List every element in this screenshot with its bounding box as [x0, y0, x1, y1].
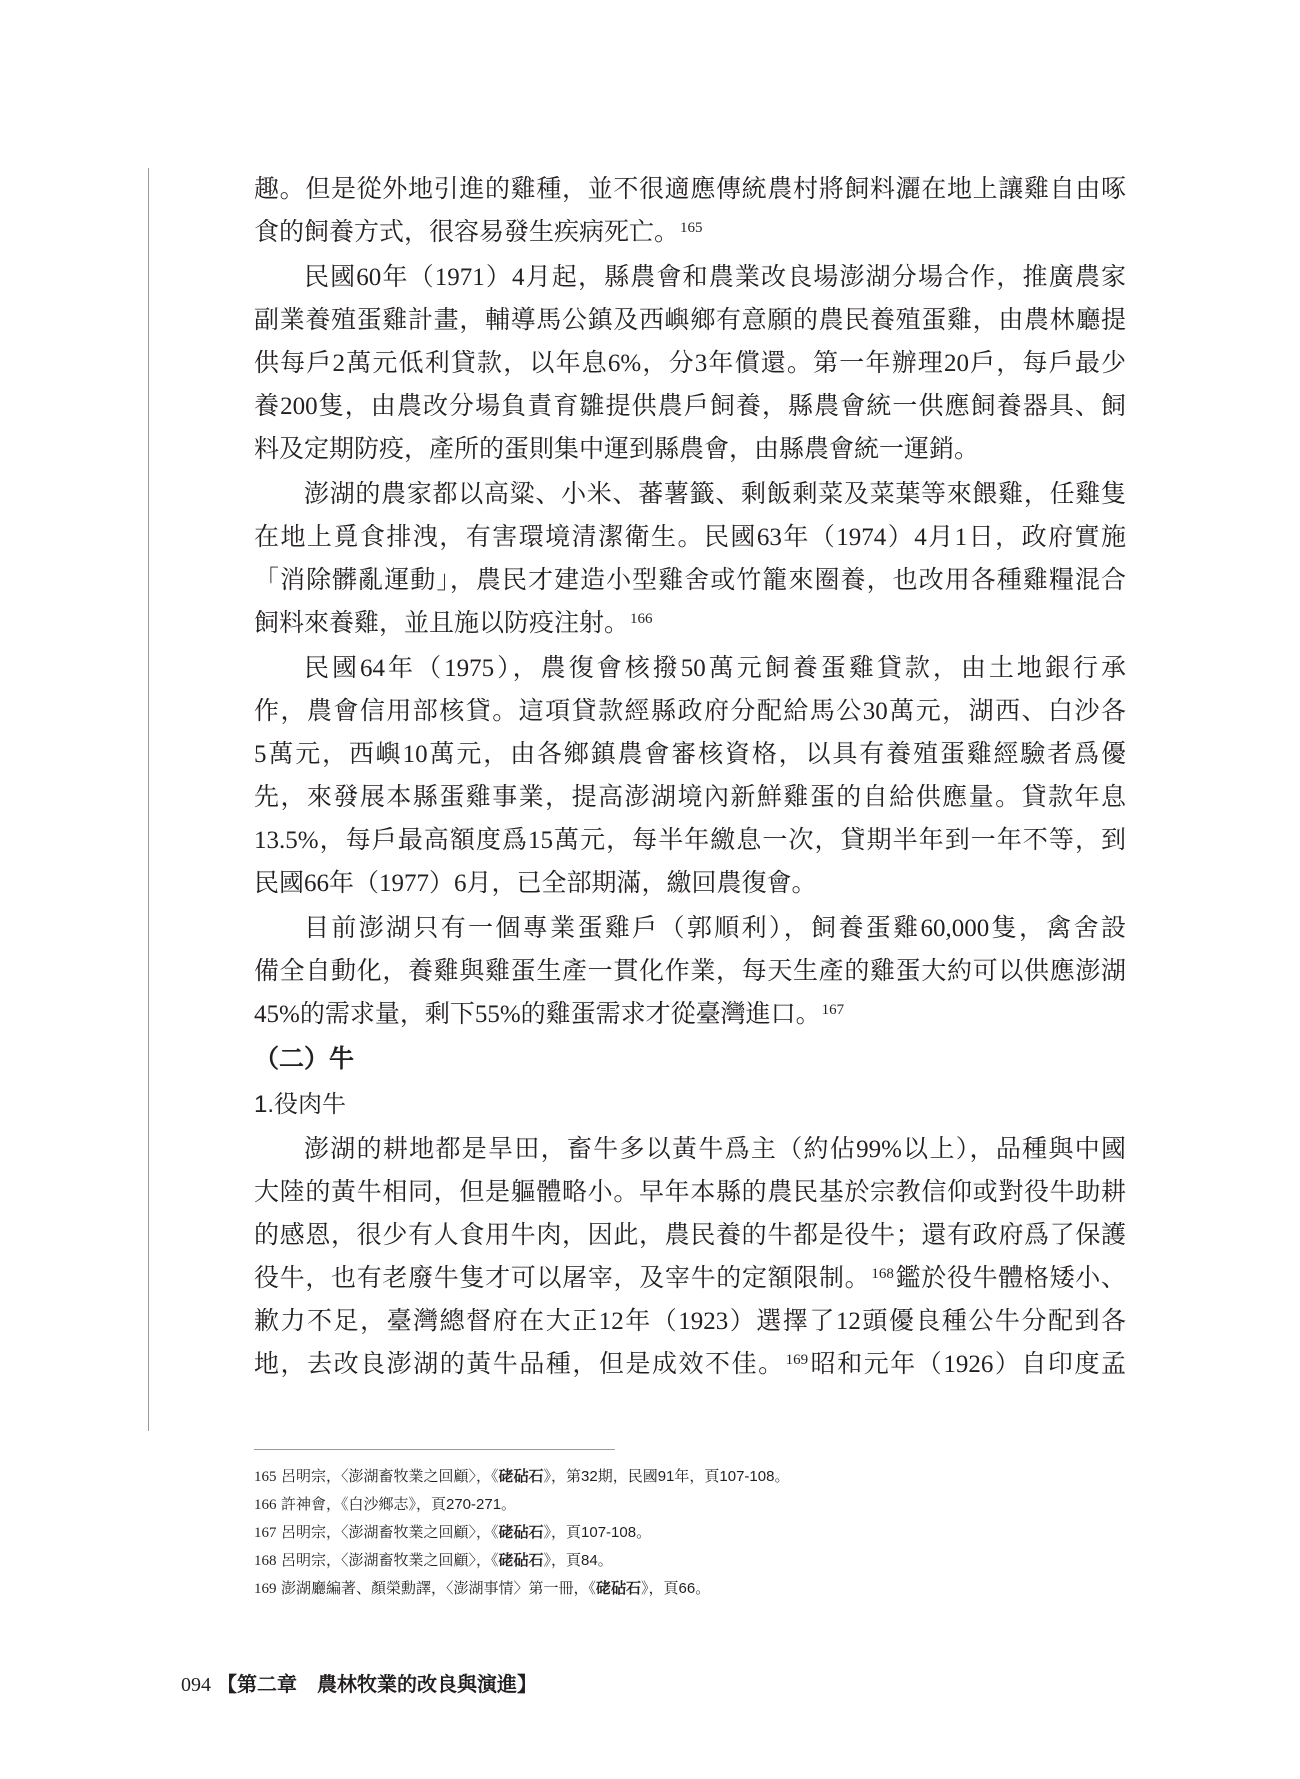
text-line: 在地上覓食排洩，有害環境清潔衛生。民國63年（1974）4月1日，政府實施 [254, 524, 1126, 551]
line-text: 昭和元年（1926）自印度孟 [809, 1351, 1126, 1378]
footnote-item [254, 1547, 1154, 1575]
text-line: 歉力不足，臺灣總督府在大正12年（1923）選擇了12頭優良種公牛分配到各 [254, 1308, 1126, 1335]
footnote-item [254, 1491, 1154, 1519]
footnote-reference: 166 [630, 610, 653, 627]
footnote-reference: 167 [821, 1001, 845, 1018]
footnote-text: 許神會，《白沙鄉志》，頁270-271。 [281, 1496, 517, 1513]
text-line [254, 1343, 1126, 1386]
footnote-text: 呂明宗，〈澎湖畜牧業之回顧〉，《硓砧石》，頁84。 [281, 1552, 613, 1569]
text-line: 民國60年（1971）4月起，縣農會和農業改良場澎湖分場合作，推廣農家 [304, 264, 1126, 291]
footnote-reference: 169 [785, 1351, 809, 1368]
paragraph [254, 473, 1126, 645]
page-number: 094 [181, 1674, 211, 1696]
text-line: 民國66年（1977）6月，已全部期滿，繳回農復會。 [254, 870, 817, 897]
footnote-text: 澎湖廳編著、顏榮勳譯，〈澎湖事情〉第一冊，《硓砧石》，頁66。 [281, 1580, 711, 1597]
paragraph [254, 907, 1126, 1036]
footnote-text: 呂明宗，〈澎湖畜牧業之回顧〉，《硓砧石》，第32期，民國91年，頁107-108。 [281, 1468, 790, 1485]
chapter-title: 【第二章 農林牧業的改良與演進】 [217, 1674, 537, 1696]
paragraph [254, 168, 1126, 254]
footnote-divider [254, 1449, 615, 1450]
text-line: 民國64年（1975），農復會核撥50萬元飼養蛋雞貸款，由土地銀行承 [304, 655, 1126, 682]
text-line: 供每戶2萬元低利貸款，以年息6%，分3年償還。第一年辦理20戶，每戶最少 [254, 350, 1126, 377]
line-text: 食的飼養方式，很容易發生疾病死亡。 [254, 219, 680, 246]
footnote-reference: 165 [680, 219, 703, 236]
text-line: 大陸的黃牛相同，但是軀體略小。早年本縣的農民基於宗教信仰或對役牛助耕 [254, 1179, 1126, 1206]
journal-title: 硓砧石 [498, 1468, 544, 1485]
line-text: 役牛，也有老廢牛隻才可以屠宰，及宰牛的定額限制。 [254, 1265, 871, 1292]
text-line: 先，來發展本縣蛋雞事業，提高澎湖境內新鮮雞蛋的自給供應量。貸款年息 [254, 784, 1126, 811]
line-text: 地，去改良澎湖的黃牛品種，但是成效不佳。 [254, 1351, 785, 1378]
section-heading-block [254, 1038, 1126, 1081]
footnote-item [254, 1575, 1154, 1603]
text-line [254, 993, 1126, 1036]
page-footer [181, 1672, 537, 1698]
journal-title: 硓砧石 [498, 1524, 544, 1541]
subsection-heading: 1.役肉牛 [254, 1091, 347, 1118]
margin-rule [148, 168, 149, 1431]
footnote-item [254, 1519, 1154, 1547]
footnote-number: 166 [254, 1497, 277, 1513]
footnote-number: 169 [254, 1581, 277, 1597]
paragraph [254, 647, 1126, 905]
text-line [254, 211, 1126, 254]
footnotes [254, 1463, 1154, 1603]
line-text: 鑑於役牛體格矮小、 [894, 1265, 1126, 1292]
text-line [254, 602, 1126, 645]
paragraph [254, 256, 1126, 471]
footnote-number: 168 [254, 1553, 277, 1569]
text-line: 澎湖的農家都以高粱、小米、蕃薯籤、剩飯剩菜及菜葉等來餵雞，任雞隻 [304, 481, 1126, 508]
journal-title: 硓砧石 [596, 1580, 642, 1597]
footnote-text: 呂明宗，〈澎湖畜牧業之回顧〉，《硓砧石》，頁107-108。 [281, 1524, 652, 1541]
text-line: 趣。但是從外地引進的雞種，並不很適應傳統農村將飼料灑在地上讓雞自由啄 [254, 176, 1126, 203]
text-line: 的感恩，很少有人食用牛肉，因此，農民養的牛都是役牛；還有政府爲了保護 [254, 1222, 1126, 1249]
line-text: 45%的需求量，剩下55%的雞蛋需求才從臺灣進口。 [254, 1001, 821, 1028]
text-line: 「消除髒亂運動」，農民才建造小型雞舍或竹籠來圈養，也改用各種雞糧混合 [254, 567, 1126, 594]
text-line: 目前澎湖只有一個專業蛋雞戶（郭順利），飼養蛋雞60,000隻，禽舍設 [304, 915, 1126, 942]
text-line: 作，農會信用部核貸。這項貸款經縣政府分配給馬公30萬元，湖西、白沙各 [254, 698, 1126, 725]
text-line: 養200隻，由農改分場負責育雛提供農戶飼養，縣農會統一供應飼養器具、飼 [254, 393, 1126, 420]
section-heading: （二）牛 [254, 1046, 355, 1073]
paragraph [254, 1128, 1126, 1386]
footnote-reference: 168 [871, 1265, 894, 1282]
text-line: 副業養殖蛋雞計畫，輔導馬公鎮及西嶼鄉有意願的農民養殖蛋雞，由農林廳提 [254, 307, 1126, 334]
text-line: 13.5%，每戶最高額度爲15萬元，每半年繳息一次，貸期半年到一年不等，到 [254, 827, 1126, 854]
text-line: 澎湖的耕地都是旱田，畜牛多以黃牛爲主（約佔99%以上），品種與中國 [304, 1136, 1126, 1163]
footnote-number: 165 [254, 1469, 277, 1485]
text-line: 料及定期防疫，產所的蛋則集中運到縣農會，由縣農會統一運銷。 [254, 436, 980, 463]
subsection-heading-block [254, 1083, 1126, 1126]
journal-title: 硓砧石 [498, 1552, 544, 1569]
text-line [254, 1257, 1126, 1300]
text-line: 5萬元，西嶼10萬元，由各鄉鎮農會審核資格，以具有養殖蛋雞經驗者爲優 [254, 741, 1126, 768]
body-text [254, 168, 1126, 1386]
line-text: 飼料來養雞，並且施以防疫注射。 [254, 610, 630, 637]
footnote-number: 167 [254, 1525, 277, 1541]
text-line: 備全自動化，養雞與雞蛋生產一貫化作業，每天生產的雞蛋大約可以供應澎湖 [254, 958, 1126, 985]
footnote-item [254, 1463, 1154, 1491]
